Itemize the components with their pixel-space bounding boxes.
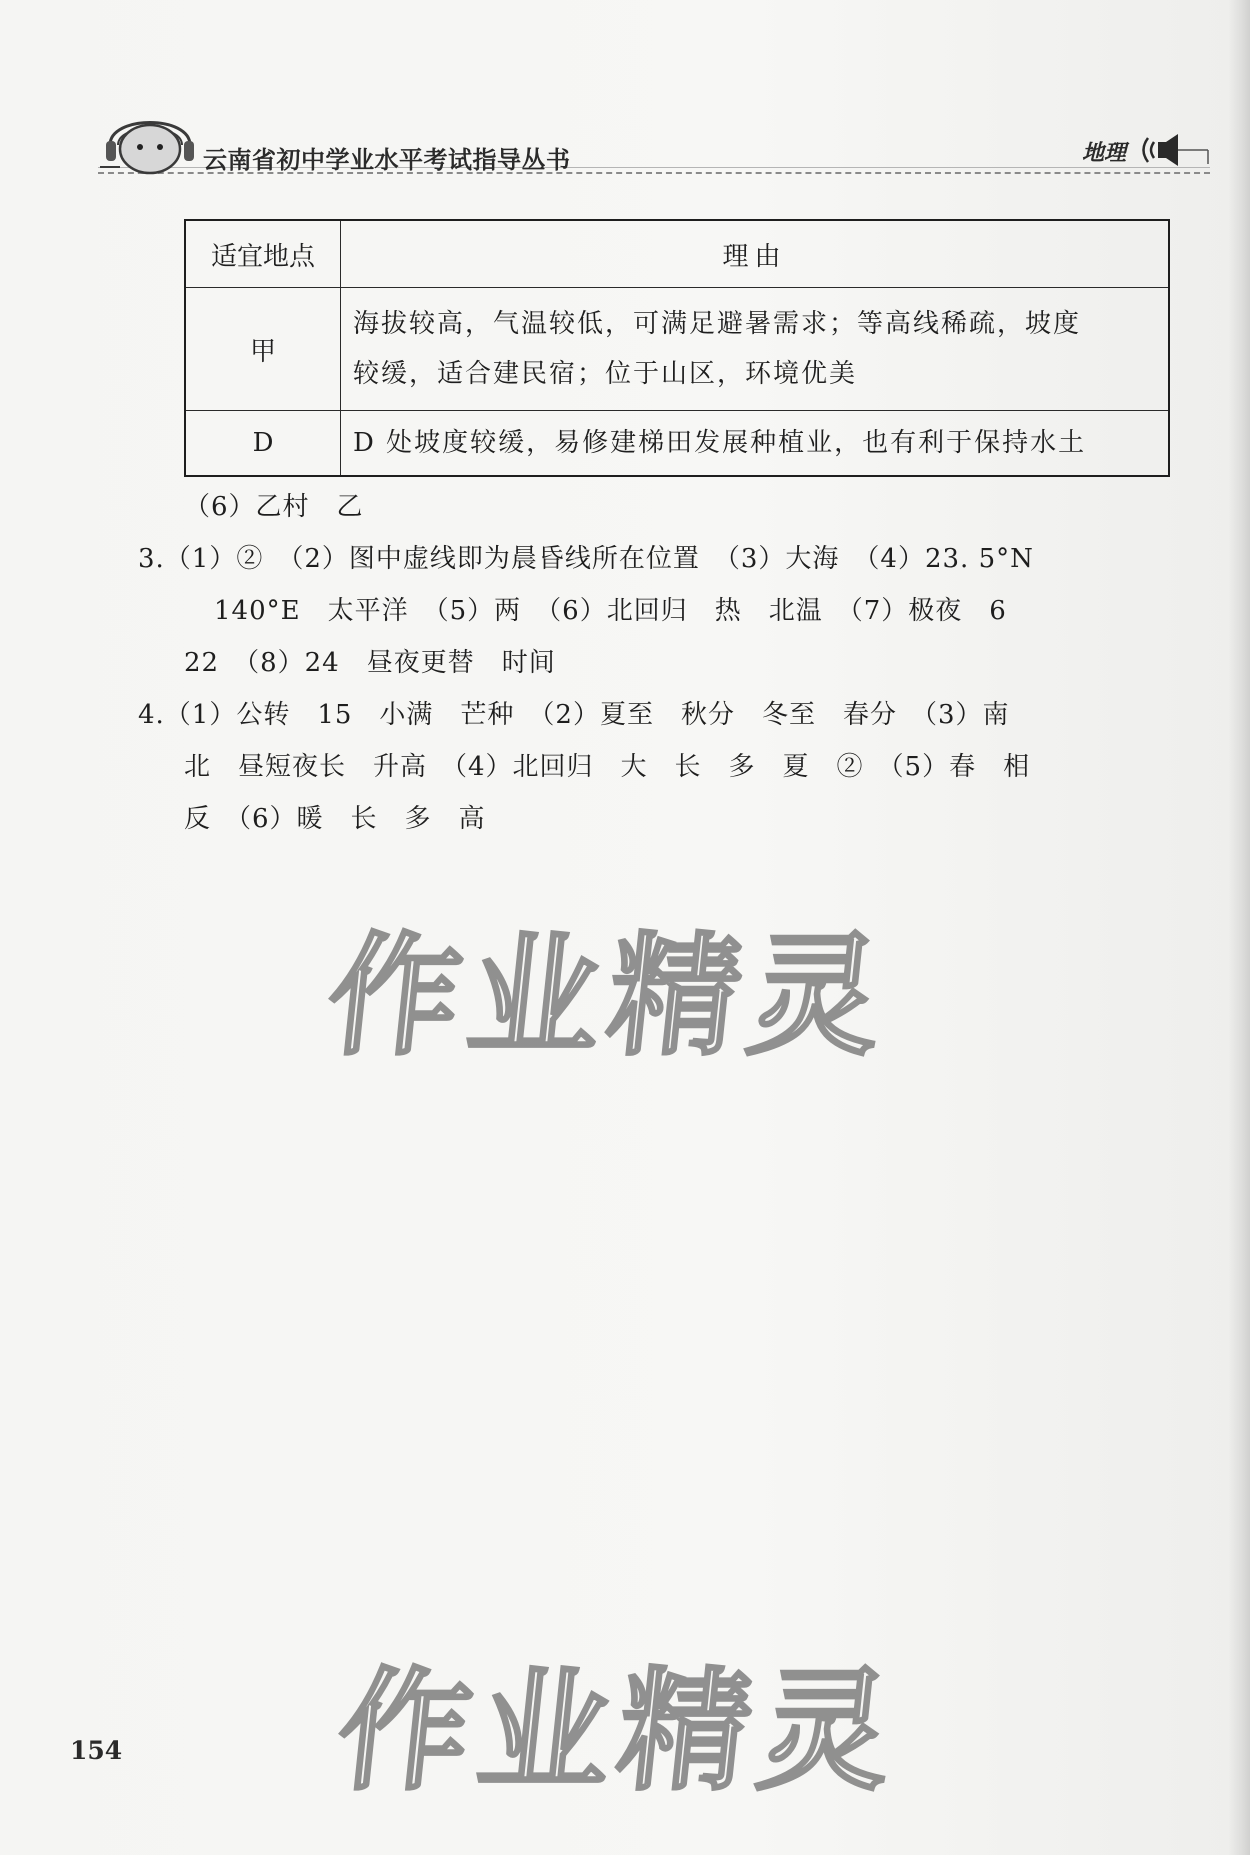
table-row [185, 411, 1169, 477]
mascot-logo-icon [100, 105, 200, 175]
watermark: 作业精灵 [320, 920, 897, 1074]
table-header-row [185, 220, 1169, 288]
table-header-place: 适宜地点 [185, 220, 341, 288]
table-header-reason: 理由 [341, 220, 1170, 288]
watermark: 作业精灵 [330, 1655, 907, 1809]
table-row [185, 288, 1169, 411]
table-cell-place: D [185, 411, 341, 477]
answer-q4-line: 4.（1）公转 15 小满 芒种 （2）夏至 秋分 冬至 春分 （3）南 [138, 700, 1010, 730]
answer-q3-line: 140°E 太平洋 （5）两 （6）北回归 热 北温 （7）极夜 6 [214, 596, 1007, 626]
page-header [0, 0, 1250, 200]
table-cell-reason: D 处坡度较缓，易修建梯田发展种植业，也有利于保持水土 [341, 411, 1170, 477]
answer-q4-line: 北 昼短夜长 升高 （4）北回归 大 长 多 夏 ② （5）春 相 [184, 752, 1031, 782]
page-number: 154 [70, 1736, 123, 1765]
series-title: 云南省初中学业水平考试指导丛书 [203, 146, 571, 174]
table-cell-place: 甲 [185, 288, 341, 411]
answer-q3-line: 3.（1）② （2）图中虚线即为晨昏线所在位置 （3）大海 （4）23. 5°N [138, 544, 1034, 574]
page-edge-shadow [1228, 0, 1250, 1855]
subject-label: 地理 [1082, 141, 1127, 166]
speaker-icon [1140, 130, 1210, 170]
answer-table [184, 219, 1170, 477]
table-cell-reason [341, 288, 1170, 411]
answer-q2-6: （6）乙村 乙 [184, 492, 364, 522]
answer-q4-line: 反 （6）暖 长 多 高 [184, 804, 486, 834]
reason-line: 海拔较高，气温较低，可满足避暑需求；等高线稀疏，坡度 [353, 309, 1082, 339]
reason-line: 较缓，适合建民宿；位于山区，环境优美 [353, 359, 858, 389]
answer-q3-line: 22 （8）24 昼夜更替 时间 [184, 648, 556, 678]
